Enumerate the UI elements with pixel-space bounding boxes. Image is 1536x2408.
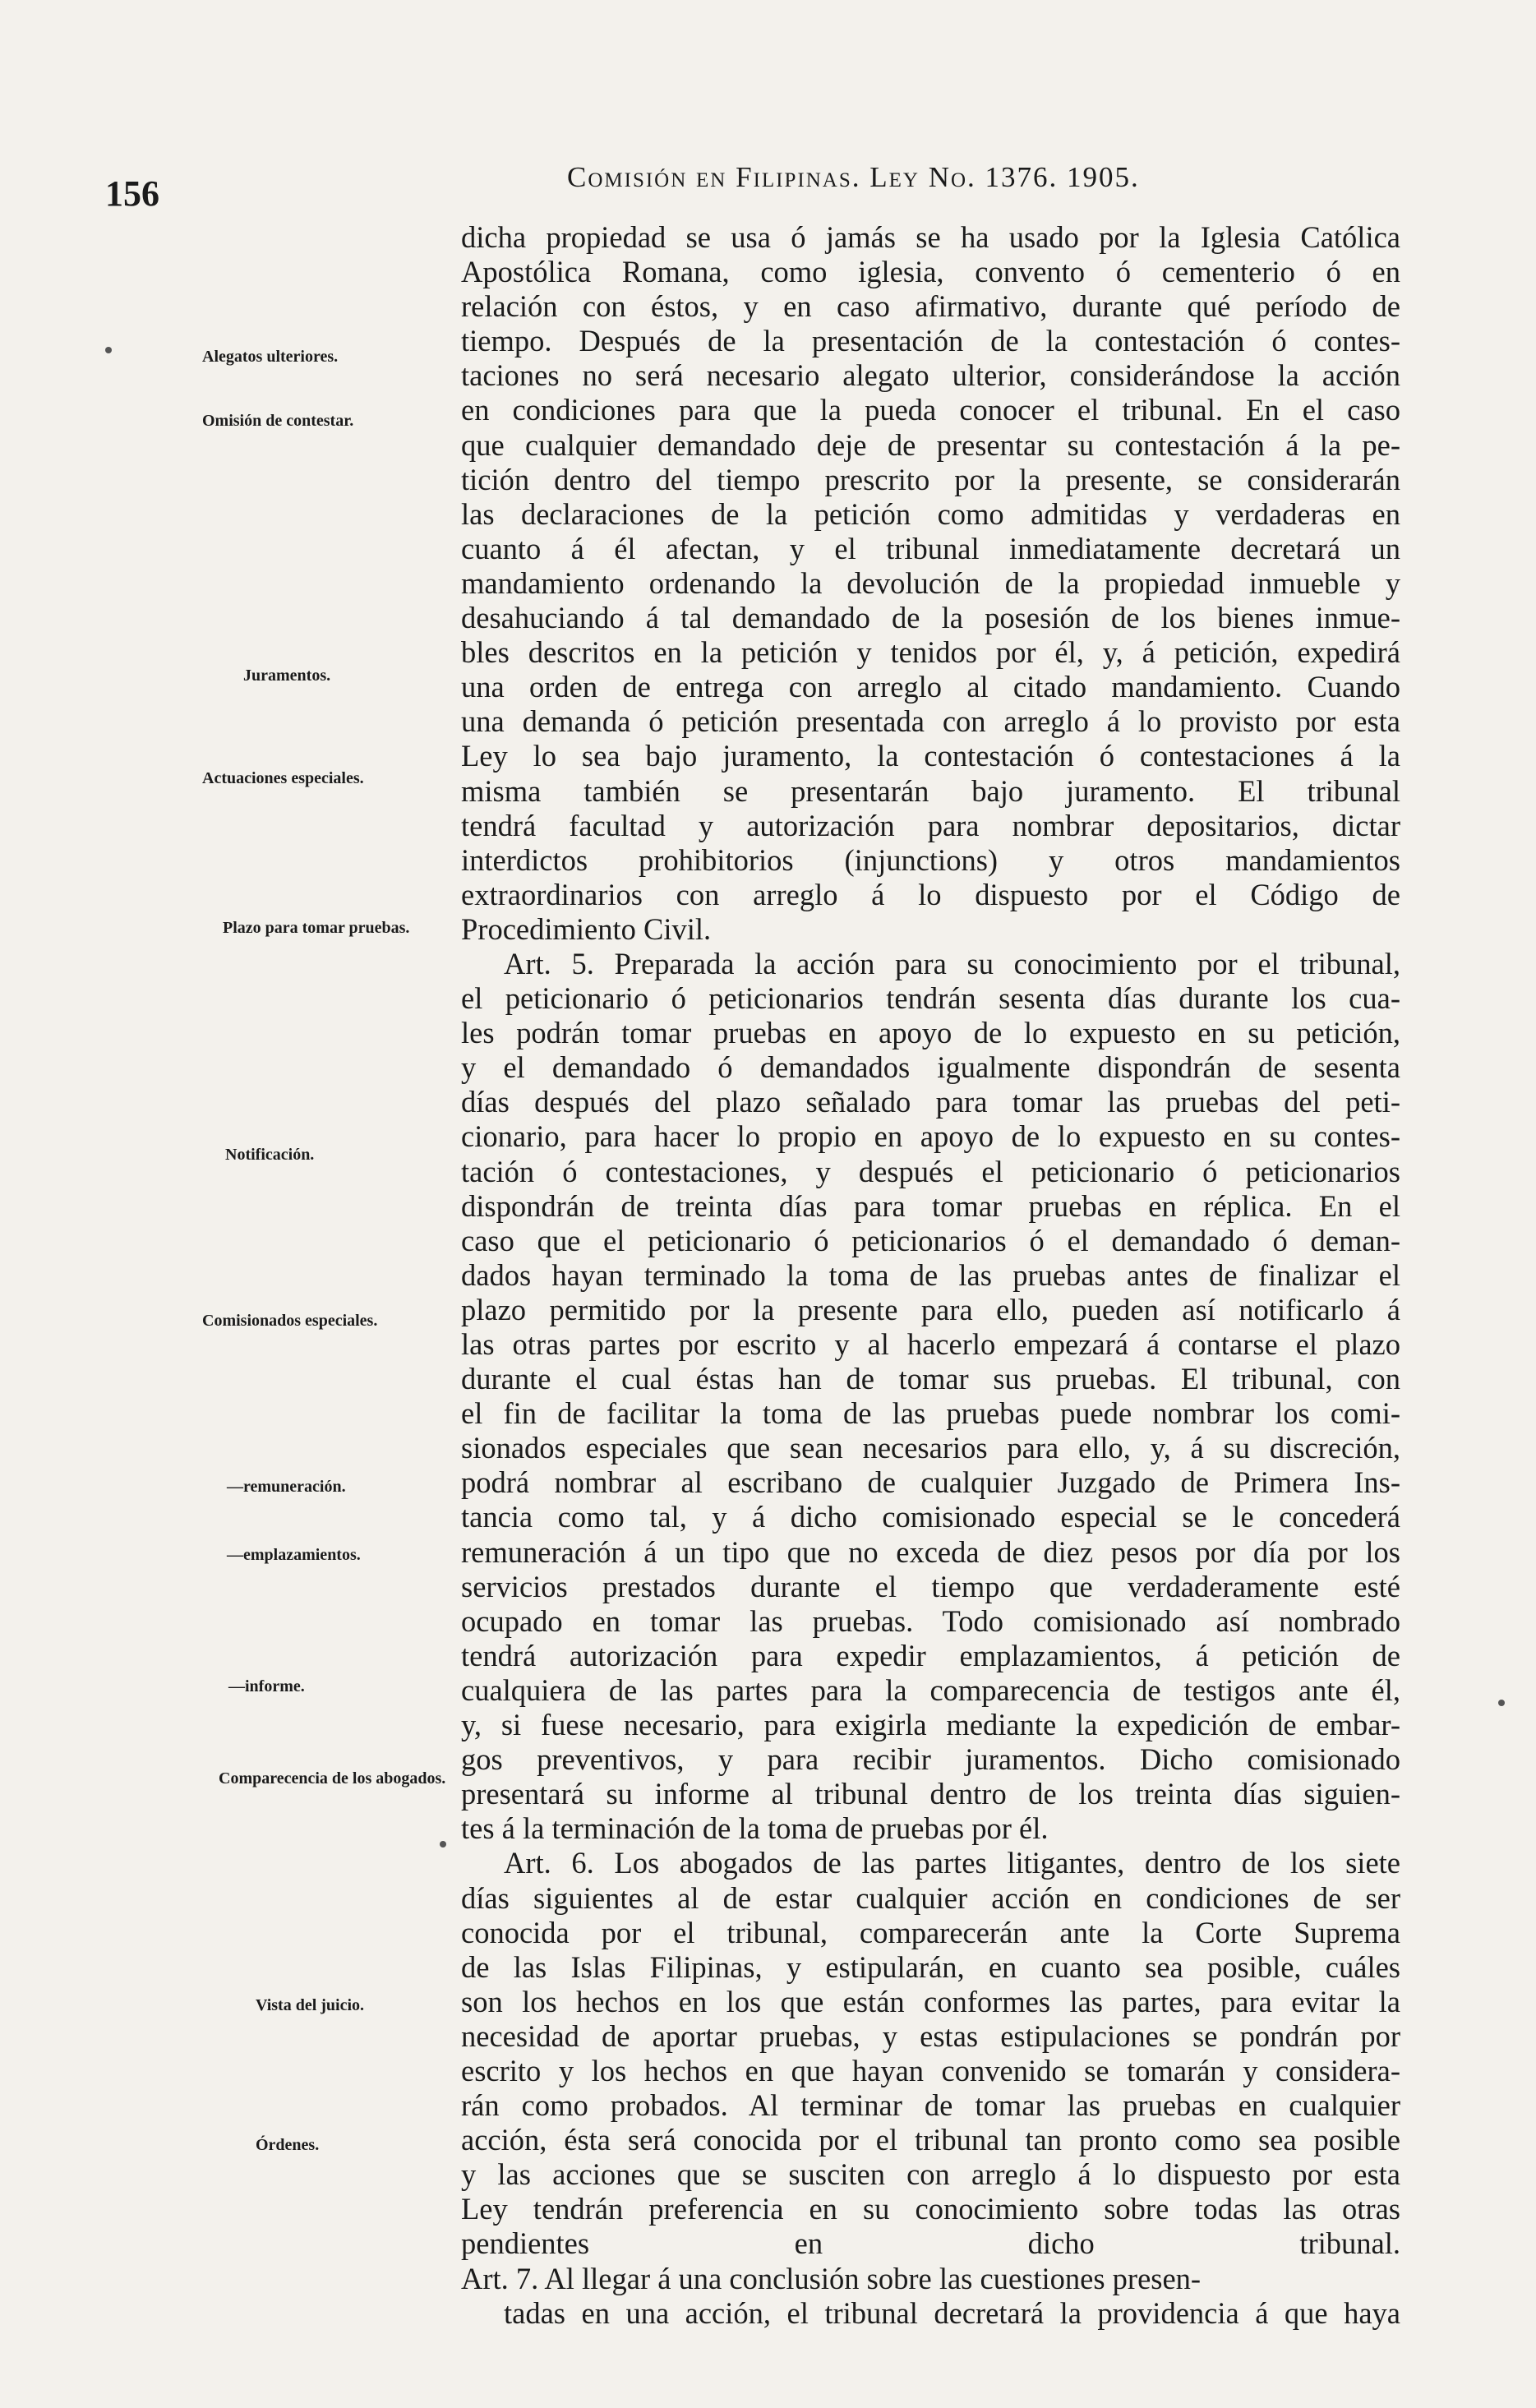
body-line: y el demandado ó demandados igualmente dispondrán de sesenta	[461, 1050, 1400, 1085]
body-line: días después del plazo señalado para tomar las pruebas del peti-	[461, 1085, 1400, 1119]
margin-note-comisionados: Comisionados especiales.	[202, 1312, 378, 1330]
body-line: escrito y los hechos en que hayan convenido se tomarán y considera-	[461, 2053, 1400, 2087]
body-line: tación ó contestaciones, y después el peticionario ó peticionarios	[461, 1154, 1400, 1188]
body-text	[461, 220, 1400, 2331]
body-line: servicios prestados durante el tiempo que verdaderamente esté	[461, 1569, 1400, 1603]
body-line: tendrá facultad y autorización para nombrar depositarios, dictar	[461, 808, 1400, 842]
body-line: tición dentro del tiempo prescrito por la presente, se considerarán	[461, 462, 1400, 496]
body-line: ocupado en tomar las pruebas. Todo comisionado así nombrado	[461, 1603, 1400, 1638]
body-line: en condiciones para que la pueda conocer el tribunal. En el caso	[461, 393, 1400, 427]
body-line: que cualquier demandado deje de presentar su contestación á la pe-	[461, 427, 1400, 462]
body-line: bles descritos en la petición y tenidos por él, y, á petición, expedirá	[461, 635, 1400, 670]
margin-note-notificacion: Notificación.	[225, 1146, 315, 1164]
body-line: Art. 5. Preparada la acción para su conocimiento por el tribunal,	[504, 946, 1400, 980]
body-line: cionario, para hacer lo propio en apoyo de lo expuesto en su contes-	[461, 1119, 1400, 1154]
margin-note-actuaciones: Actuaciones especiales.	[202, 769, 364, 787]
body-line: el fin de facilitar la toma de las pruebas puede nombrar los comi-	[461, 1396, 1400, 1431]
margin-note-informe: —informe.	[228, 1677, 305, 1695]
margin-note-omision: Omisión de contestar.	[202, 412, 354, 430]
body-line: dicha propiedad se usa ó jamás se ha usado por la Iglesia Católica	[461, 220, 1400, 254]
body-line: sionados especiales que sean necesarios para ello, y, á su discreción,	[461, 1431, 1400, 1465]
page-number: 156	[105, 173, 159, 214]
body-line: una demanda ó petición presentada con arreglo á lo provisto por esta	[461, 704, 1400, 739]
body-line: tendrá autorización para expedir emplazamientos, á petición de	[461, 1638, 1400, 1672]
body-line: podrá nombrar al escribano de cualquier Juzgado de Primera Ins-	[461, 1465, 1400, 1500]
body-line: relación con éstos, y en caso afirmativo, durante qué período de	[461, 289, 1400, 324]
body-line: Art. 7. Al llegar á una conclusión sobre las cuestiones presen-	[461, 2261, 1202, 2295]
body-line: mandamiento ordenando la devolución de la propiedad inmueble y	[461, 565, 1400, 600]
running-head: Comisión en Filipinas. Ley No. 1376. 1905.	[567, 161, 1140, 193]
body-line: extraordinarios con arreglo á lo dispuesto por el Código de	[461, 877, 1400, 911]
margin-note-alegatos: Alegatos ulteriores.	[202, 348, 339, 366]
body-line: las declaraciones de la petición como admitidas y verdaderas en	[461, 496, 1400, 531]
body-line: plazo permitido por la presente para ello, pueden así notificarlo á	[461, 1292, 1400, 1326]
body-line: días siguientes al de estar cualquier acción en condiciones de ser	[461, 1880, 1400, 1915]
body-line: una orden de entrega con arreglo al citado mandamiento. Cuando	[461, 670, 1400, 704]
body-line: y, si fuese necesario, para exigirla mediante la expedición de embar-	[461, 1708, 1400, 1742]
scan-speck	[105, 347, 112, 353]
body-line: pendientes en dicho tribunal.	[461, 2226, 1400, 2261]
body-line: y las acciones que se susciten con arreglo á lo dispuesto por esta	[461, 2157, 1400, 2192]
body-line: interdictos prohibitorios (injunctions) y otros mandamientos	[461, 842, 1400, 877]
body-line: remuneración á un tipo que no exceda de diez pesos por día por los	[461, 1534, 1400, 1569]
body-line: Apostólica Romana, como iglesia, convento ó cementerio ó en	[461, 255, 1400, 289]
body-line: cuanto á él afectan, y el tribunal inmediatamente decretará un	[461, 531, 1400, 565]
body-line: las otras partes por escrito y al hacerlo empezará á contarse el plazo	[461, 1327, 1400, 1361]
body-line: caso que el peticionario ó peticionarios ó el demandado ó deman-	[461, 1223, 1400, 1257]
body-line: durante el cual éstas han de tomar sus pruebas. El tribunal, con	[461, 1362, 1400, 1396]
body-line: tancia como tal, y á dicho comisionado especial se le concederá	[461, 1500, 1400, 1534]
body-line: Art. 6. Los abogados de las partes litigantes, dentro de los siete	[504, 1846, 1400, 1880]
margin-note-comparecencia: Comparecencia de los abogados.	[219, 1769, 446, 1788]
margin-note-juramentos: Juramentos.	[243, 667, 331, 685]
body-line: tadas en una acción, el tribunal decretará la providencia á que haya	[504, 2295, 1400, 2330]
margin-note-ordenes: Órdenes.	[256, 2136, 320, 2154]
body-line: dispondrán de treinta días para tomar pruebas en réplica. En el	[461, 1188, 1400, 1223]
body-line: misma también se presentarán bajo juramento. El tribunal	[461, 773, 1400, 808]
body-line: de las Islas Filipinas, y estipularán, en cuanto sea posible, cuáles	[461, 1949, 1400, 1984]
body-line: taciones no será necesario alegato ulterior, considerándose la acción	[461, 358, 1400, 393]
body-line: desahuciando á tal demandado de la posesión de los bienes inmue-	[461, 601, 1400, 635]
margin-note-emplazamientos: —emplazamientos.	[227, 1546, 361, 1564]
margin-note-remuneracion: —remuneración.	[227, 1478, 346, 1496]
body-line: conocida por el tribunal, comparecerán ante la Corte Suprema	[461, 1915, 1400, 1949]
body-line: cualquiera de las partes para la comparecencia de testigos ante él,	[461, 1672, 1400, 1707]
body-line: dados hayan terminado la toma de las pruebas antes de finalizar el	[461, 1257, 1400, 1292]
body-line: Ley lo sea bajo juramento, la contestación ó contestaciones á la	[461, 739, 1400, 773]
margin-note-plazo: Plazo para tomar pruebas.	[223, 919, 410, 937]
margin-note-vista: Vista del juicio.	[256, 1996, 365, 2014]
body-line: necesidad de aportar pruebas, y estas estipulaciones se pondrán por	[461, 2018, 1400, 2053]
scan-speck	[1498, 1700, 1505, 1706]
body-line: presentará su informe al tribunal dentro de los treinta días siguien-	[461, 1777, 1400, 1811]
body-line: rán como probados. Al terminar de tomar las pruebas en cualquier	[461, 2088, 1400, 2123]
body-line: les podrán tomar pruebas en apoyo de lo expuesto en su petición,	[461, 1016, 1400, 1050]
body-line: son los hechos en los que están conformes las partes, para evitar la	[461, 1984, 1400, 2018]
body-line: Procedimiento Civil.	[461, 911, 712, 946]
body-line: acción, ésta será conocida por el tribunal tan pronto como sea posible	[461, 2123, 1400, 2157]
scan-speck	[440, 1841, 446, 1848]
body-line: Ley tendrán preferencia en su conocimiento sobre todas las otras	[461, 2192, 1400, 2226]
body-line: gos preventivos, y para recibir juramentos. Dicho comisionado	[461, 1742, 1400, 1777]
body-line: tes á la terminación de la toma de pruebas por él.	[461, 1811, 1049, 1846]
body-line: tiempo. Después de la presentación de la contestación ó contes-	[461, 324, 1400, 358]
body-line: el peticionario ó peticionarios tendrán sesenta días durante los cua-	[461, 981, 1400, 1016]
